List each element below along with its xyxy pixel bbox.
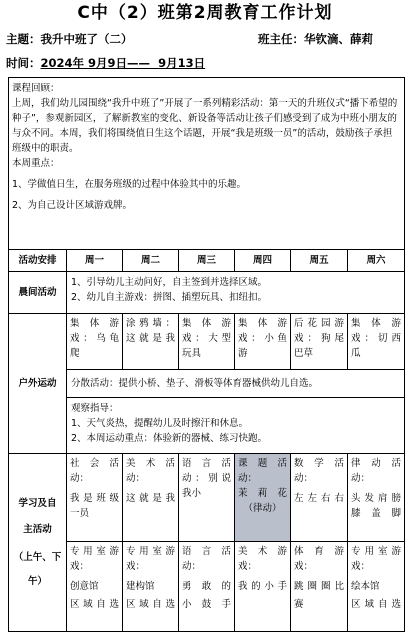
outdoor-free-play: 分散活动：提供小桥、垫子、滑板等体育器械供幼儿自选。 (67, 370, 405, 398)
intro-cell (9, 78, 405, 250)
guidance-item-1: 1、天气炎热，提醒幼儿及时擦汗和休息。 (71, 418, 249, 429)
study-pm-tue: 专用室游 戏： 建构馆 区域自选 (123, 542, 179, 632)
theme-label: 主题： (6, 32, 41, 46)
outdoor-game-sat: 集 体 游 戏：切西 瓜 (348, 314, 405, 370)
focus-item-1: 1、学做值日生，在服务班级的过程中体验其中的乐趣。 (12, 179, 247, 190)
theme-line (6, 31, 133, 47)
teacher-label: 班主任： (258, 32, 304, 46)
outdoor-game-tue: 涂鸦墙： 这就是我 (123, 314, 179, 370)
study-am-sat: 律 动 活 动： 头发肩膀 膝盖脚 (348, 454, 405, 542)
focus-item-2: 2、为自己设计区域游戏牌。 (12, 200, 133, 211)
page-title: C中（2）班第2周教育工作计划 (77, 3, 333, 23)
focus-title: 本周重点： (12, 158, 60, 169)
study-pm-thu: 美 术 游 戏： 我的小手 (235, 542, 291, 632)
study-pm-mon: 专用室游 戏： 创意馆 区域自选 (67, 542, 123, 632)
header-sat: 周六 (348, 250, 405, 272)
morning-label: 晨间活动 (9, 272, 67, 314)
plan-table (8, 77, 405, 632)
outdoor-game-thu: 集 体 游 戏：小鱼 游 (235, 314, 291, 370)
time-line (6, 55, 205, 71)
outdoor-label: 户外运动 (9, 314, 67, 454)
time-label: 时间： (6, 56, 41, 70)
outdoor-game-fri: 后花园游 戏：狗尾 巴草 (291, 314, 348, 370)
study-pm-fri: 体 育 游 戏： 跳圈圈比 赛 (291, 542, 348, 632)
header-wed: 周三 (179, 250, 235, 272)
header-tue: 周二 (123, 250, 179, 272)
header-fri: 周五 (291, 250, 348, 272)
outdoor-game-wed: 集 体 游 戏：大型 玩具 (179, 314, 235, 370)
teacher-value: 华钦滴、薛莉 (304, 32, 373, 46)
review-title: 课程回顾： (12, 83, 60, 94)
review-text: 上周，我们幼儿园围绕“我升中班了”开展了一系列精彩活动：第一天的升班仪式“播下希望的种子”，参观新园区，了解新教室的变化、新设备等活动让孩子们感受到了成为中班小朋友的与众不同。本周，我们将围绕值日生这个话题，开展“我是班级一员”的活动，鼓励孩子承担班级中的职责。 (12, 98, 398, 154)
study-am-tue: 美 术 活 动： 这就是我 (123, 454, 179, 542)
outdoor-game-mon: 集 体 游 戏：乌龟 爬 (67, 314, 123, 370)
header-activity: 活动安排 (9, 250, 67, 272)
morning-line-2: 2、幼儿自主游戏：拼图、插塑玩具、扣纽扣。 (71, 292, 268, 303)
study-pm-sat: 专用室游 戏： 绘本馆 区域自选 (348, 542, 405, 632)
study-am-mon: 社 会 活 动： 我是班级 一员 (67, 454, 123, 542)
guidance-item-2: 2、本周运动重点：体验新的器械、练习快跑。 (71, 433, 268, 444)
time-range: 2024年 9月9日—— 9月13日 (40, 56, 206, 70)
morning-line-1: 1、引导幼儿主动问好，自主签到并选择区域。 (71, 277, 268, 288)
study-am-fri: 数 学 活 动： 左左右右 (291, 454, 348, 542)
study-am-thu: 课 题 活 动： 茉 莉 花 （律动） (235, 454, 291, 542)
theme-value: 我升中班了（二） (40, 32, 133, 46)
morning-content (67, 272, 405, 314)
day-header-row (9, 250, 405, 272)
study-pm-wed: 语 言 活 动： 勇 敢 的 小鼓手 (179, 542, 235, 632)
teacher-line (258, 31, 373, 47)
study-am-wed: 语 言 活 动：别说 我小 (179, 454, 235, 542)
header-thu: 周四 (235, 250, 291, 272)
guidance-title: 观察指导： (71, 403, 119, 414)
header-mon: 周一 (67, 250, 123, 272)
outdoor-guidance (67, 398, 405, 454)
study-label: 学习及自 主活动 （上午、下 午） (9, 454, 67, 632)
